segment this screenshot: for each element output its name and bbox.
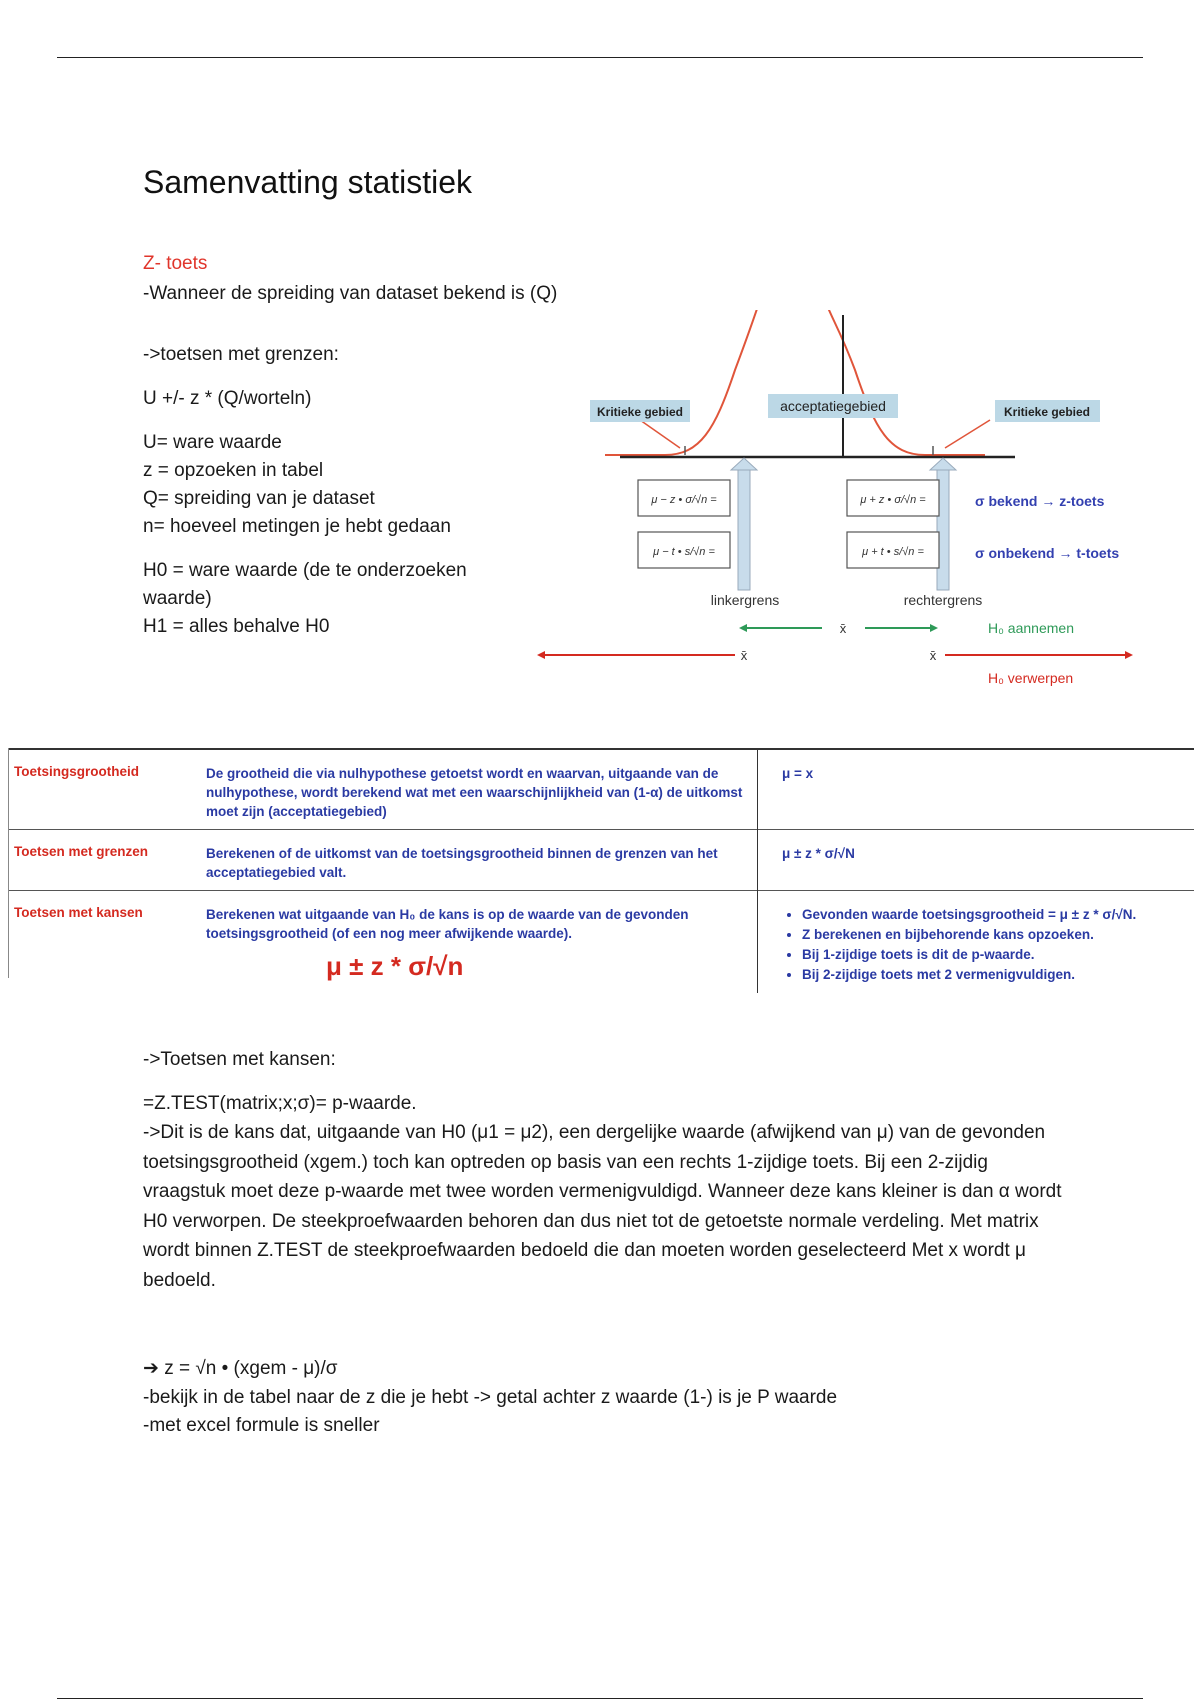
- up-arrow-left-head: [731, 458, 757, 470]
- box-right-t-text: μ + t • s/√n =: [862, 546, 924, 558]
- row-desc: Berekenen wat uitgaande van H₀ de kans is op de waarde van de gevonden toetsingsgrootheid (of een nog meer afwijkende waarde).: [206, 907, 689, 941]
- row-desc: De grootheid die via nulhypothese getoetst wordt en waarvan, uitgaande van de nulhypothese, wordt berekend wat met een waarschijnlijkheid van (1-α) de uitkomst moet zijn (acceptatiegebied): [206, 766, 743, 819]
- row-value: μ = x: [758, 749, 1195, 830]
- summary-table: [8, 748, 1194, 982]
- def-z: z = opzoeken in tabel: [143, 460, 324, 481]
- z-toets-heading: Z- toets: [143, 253, 208, 274]
- def-u: U= ware waarde: [143, 432, 282, 453]
- rechtergrens-label: rechtergrens: [903, 592, 983, 608]
- z-calc-line2: -met excel formule is sneller: [143, 1415, 380, 1436]
- z-toets-intro: -Wanneer de spreiding van dataset bekend is (Q): [143, 283, 558, 304]
- reject-xbar-right: x̄: [929, 648, 937, 663]
- grenzen-heading: ->toetsen met grenzen:: [143, 344, 339, 365]
- grenzen-formula: U +/- z * (Q/worteln): [143, 388, 312, 409]
- h0-accept-label: H₀ aannemen: [988, 620, 1074, 636]
- up-arrow-right-head: [930, 458, 956, 470]
- linkergrens-label: linkergrens: [710, 592, 780, 608]
- table-left-border: [8, 748, 9, 978]
- sigma-known-note: σ bekend → z-toets: [975, 493, 1105, 509]
- acceptance-label: acceptatiegebied: [780, 398, 886, 414]
- critical-label-left: Kritieke gebied: [596, 405, 684, 419]
- critical-arrow-left: [640, 420, 680, 448]
- table-row: [8, 749, 1194, 830]
- accept-arrow-left-head: [739, 624, 747, 632]
- table-row: [8, 891, 1194, 994]
- kansen-explanation: ->Dit is de kans dat, uitgaande van H0 (μ1 = μ2), een dergelijke waarde (afwijkend van μ) van de gevonden toetsingsgrootheid (xgem.) toch kan optreden op basis van een rechts 1-zijdige toets. Bij een 2-zijdig vraagstuk moet deze p-waarde met twee worden vermenigvuldigd. Wanneer deze kans kleiner is dan α wordt H0 verworpen. De steekproefwaarden behoren dan dus niet tot de getoetste normale verdeling. Met matrix wordt binnen Z.TEST de steekproefwaarden bedoeld die dan moeten worden geselecteerd Met x wordt μ bedoeld.: [143, 1122, 1062, 1291]
- footer-rule: [57, 1698, 1143, 1699]
- z-calc-line1: -bekijk in de tabel naar de z die je hebt -> getal achter z waarde (1-) is je P waarde: [143, 1386, 838, 1408]
- row-term: Toetsen met grenzen: [14, 844, 149, 859]
- row-term: Toetsen met kansen: [14, 905, 143, 920]
- accept-arrow-right-head: [930, 624, 938, 632]
- bell-curve: [665, 310, 925, 455]
- box-right-z-text: μ + z • σ/√n =: [860, 494, 926, 506]
- list-item: • Bij 2-zijdige toets met 2 vermenigvuldigen.: [802, 965, 1188, 984]
- up-arrow-left: [738, 470, 750, 590]
- header-rule: [57, 57, 1143, 58]
- ztest-formula: =Z.TEST(matrix;x;σ)= p-waarde.: [143, 1092, 417, 1114]
- list-item: • Gevonden waarde toetsingsgrootheid = μ ± z * σ/√N.: [802, 905, 1188, 924]
- list-item: • Z berekenen en bijbehorende kans opzoeken.: [802, 925, 1188, 944]
- box-left-z-text: μ − z • σ/√n =: [651, 494, 717, 506]
- kansen-section: [143, 1045, 1063, 1295]
- def-n: n= hoeveel metingen je hebt gedaan: [143, 516, 451, 537]
- h1-definition: H1 = alles behalve H0: [143, 616, 330, 637]
- kansen-heading: ->Toetsen met kansen:: [143, 1049, 336, 1070]
- bullet-list: [782, 905, 1188, 984]
- critical-arrow-right: [945, 420, 990, 448]
- row-term: Toetsingsgrootheid: [14, 764, 139, 779]
- box-left-t-text: μ − t • s/√n =: [653, 546, 715, 558]
- page-title: Samenvatting statistiek: [143, 164, 473, 201]
- row-value: μ ± z * σ/√N: [758, 830, 1195, 891]
- row-desc-cell: [200, 891, 758, 994]
- reject-xbar-left: x̄: [740, 648, 748, 663]
- reject-arrow-left-head: [537, 651, 545, 659]
- h0-reject-label: H₀ verwerpen: [988, 670, 1074, 686]
- list-item: • Bij 1-zijdige toets is dit de p-waarde.: [802, 945, 1188, 964]
- row-bullets-cell: [758, 891, 1195, 994]
- z-calc-section: [143, 1355, 1063, 1441]
- grenzen-section: [143, 341, 513, 641]
- accept-xbar: x̄: [839, 621, 847, 636]
- def-q: Q= spreiding van je dataset: [143, 488, 375, 509]
- row-desc: Berekenen of de uitkomst van de toetsingsgrootheid binnen de grenzen van het acceptatiegebied valt.: [206, 846, 718, 880]
- kansen-formula: μ ± z * σ/√n: [326, 951, 464, 981]
- table-row: [8, 830, 1194, 891]
- sigma-unknown-note: σ onbekend → t-toets: [975, 545, 1120, 561]
- h0-definition: H0 = ware waarde (de te onderzoeken waarde): [143, 560, 467, 609]
- normal-distribution-diagram: [525, 310, 1145, 695]
- critical-label-right: Kritieke gebied: [1003, 405, 1091, 419]
- z-calc-formula: ➔ z = √n • (xgem - μ)/σ: [143, 1358, 338, 1379]
- reject-arrow-right-head: [1125, 651, 1133, 659]
